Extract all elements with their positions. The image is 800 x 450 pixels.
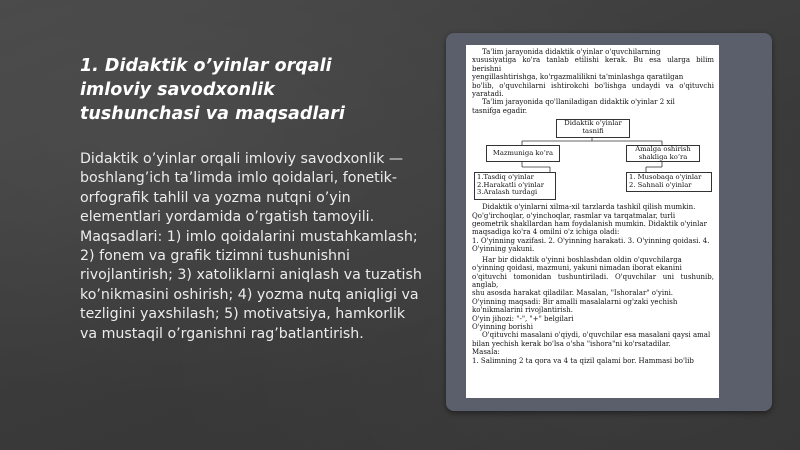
doc-line: shu asosda harakat qiladilar. Masalan, "Ishoralar" o'yini. bbox=[472, 289, 674, 298]
diagram-left-item: 1.Tasdiq o'yinlar bbox=[477, 173, 534, 182]
doc-line: O'qituvchi masalani o'qiydi, o'quvchilar esa masalani qaysi amal bbox=[482, 331, 711, 340]
doc-line: Masala: bbox=[472, 348, 500, 357]
classification-diagram bbox=[466, 115, 719, 203]
doc-line: o'qituvchi tomonidan tushuntiriladi. O'quvchilar uni tushunib, anglab, bbox=[472, 272, 714, 289]
doc-line: o'yinning qoidasi, mazmuni, yakuni nimadan iborat ekanini bbox=[472, 264, 682, 273]
diagram-right-item: 1. Musobaqa o'yinlar bbox=[629, 173, 702, 182]
diagram-right-items bbox=[626, 172, 712, 192]
doc-line: Ta'lim jarayonida didaktik o'yinlar o'quvchilarning bbox=[482, 48, 661, 56]
doc-line: Qo'g'irchoqlar, o'yinchoqlar, rasmlar va tarqatmalar, turli bbox=[472, 211, 676, 220]
document-page bbox=[466, 45, 719, 398]
doc-line: maqsadiga ko'ra 4 omilni o'z ichiga oladi: bbox=[472, 228, 620, 237]
doc-line: Har bir didaktik o'yinni boshlashdan oldin o'quvchilarga bbox=[482, 255, 682, 264]
diagram-root-box: Didaktik o’yinlar tasnifi bbox=[556, 119, 630, 138]
doc-line: geometrik shakllardan ham foydalanish mumkin. Didaktik o'yinlar bbox=[472, 220, 707, 229]
document-image-frame bbox=[446, 33, 772, 411]
doc-line: ko'nikmalarini rivojlantirish. bbox=[472, 306, 573, 315]
doc-line: bo'lib, o'quvchilarni ishtirokchi bo'lishga undaydi va o'qituvchi yaratadi. bbox=[472, 81, 714, 99]
diagram-left-item: 3.Aralash turdagi bbox=[477, 188, 538, 197]
doc-line: O'yin jihozi: "-", "+" belgilari bbox=[472, 314, 574, 323]
diagram-left-box: Mazmuniga ko’ra bbox=[486, 145, 560, 162]
doc-line: 1. Salimning 2 ta qora va 4 ta qizil qalami bor. Hammasi bo'lib bbox=[472, 356, 694, 365]
diagram-left-items bbox=[474, 172, 556, 200]
doc-line: Ta'lim jarayonida qo'llaniladigan didaktik o'yinlar 2 xil bbox=[482, 98, 675, 107]
doc-line: xususiyatiga ko'ra tanlab etilishi kerak. Bu esa ularga bilim berishni bbox=[472, 56, 714, 73]
slide-title: 1. Didaktik o’yinlar orqali imloviy savodxonlik tushunchasi va maqsadlari bbox=[80, 56, 345, 124]
doc-line: O'yinning yakuni. bbox=[472, 245, 535, 254]
doc-line: tasnifga egadir. bbox=[472, 106, 528, 115]
doc-line: bilan yechish kerak bo'lsa o'sha "ishora"ni ko'rsatadilar. bbox=[472, 339, 671, 348]
doc-line: O'yinning borishi bbox=[472, 322, 533, 331]
doc-line: yengillashtirishga, ko'rgazmalilikni ta'minlashga qaratilgan bbox=[472, 73, 684, 82]
doc-line: 1. O'yinning vazifasi. 2. O'yinning harakati. 3. O'yinning qoidasi. 4. bbox=[472, 236, 710, 245]
diagram-right-item: 2. Sahnali o'yinlar bbox=[629, 180, 692, 189]
slide-body-text: Didaktik o’yinlar orqali imloviy savodxonlik — boshlang’ich ta’limda imlo qoidalari, fonetik-orfografik tahlil va yozma nutqni o’yin elementlari yordamida o’rgatish tamoyili. Maqsadlari: 1) imlo qoidalarini mustahkamlash; 2) fonem va grafik tizimni tushunishni rivojlantirish; 3) xatoliklarni aniqlash va tuzatish ko’nikmasini oshirish; 4) yozma nutq aniqligi va tezligini yaxshilash; 5) motivatsiya, hamkorlik va mustaqil o’rganishni rag’batlantirish. bbox=[80, 151, 422, 342]
diagram-left-item: 2.Harakatli o'yinlar bbox=[477, 180, 545, 189]
doc-line: Didaktik o'yinlarni xilma-xil tarzlarda tashkil qilish mumkin. bbox=[482, 203, 696, 212]
diagram-right-box: Amalga oshirish shakliga ko’ra bbox=[626, 145, 700, 162]
doc-line: O'yinning maqsadi: Bir amalli masalalarni og'zaki yechish bbox=[472, 297, 678, 306]
